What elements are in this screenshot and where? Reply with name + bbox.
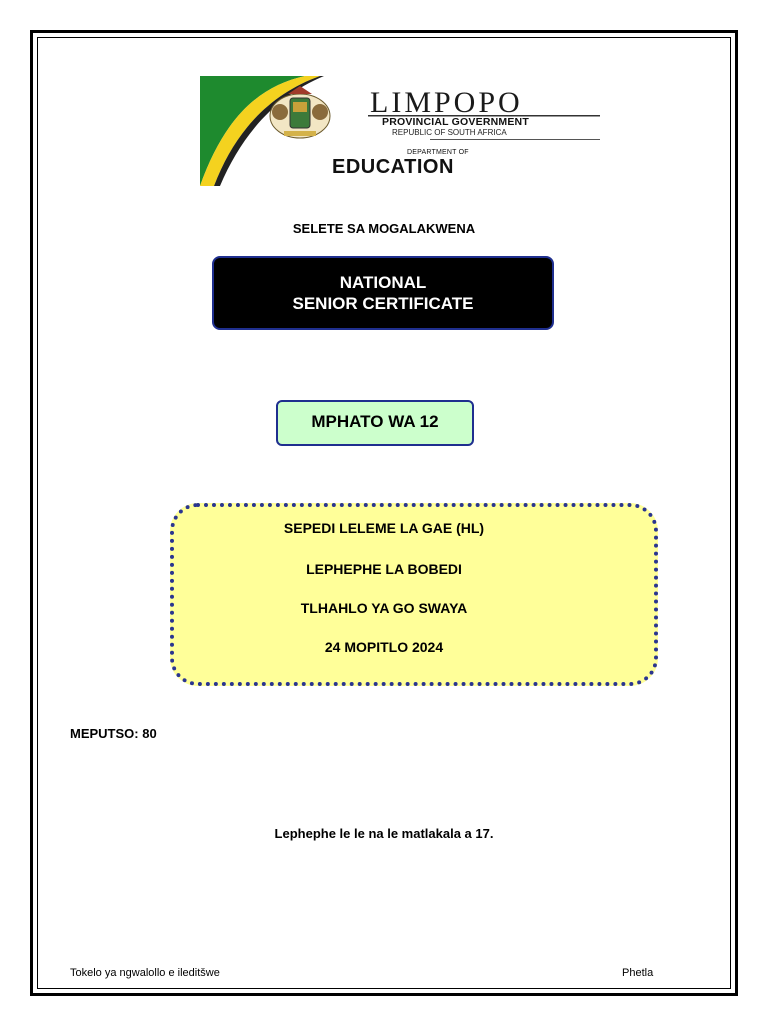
logo-subtitle-government: PROVINCIAL GOVERNMENT [382, 116, 529, 128]
subject-document-type: TLHAHLO YA GO SWAYA [300, 600, 468, 616]
logo-subtitle-republic: REPUBLIC OF SOUTH AFRICA [392, 128, 507, 137]
logo-department-of: DEPARTMENT OF [407, 149, 469, 156]
certificate-banner [212, 256, 554, 330]
footer-copyright: Tokelo ya ngwalollo e ileditšwe [70, 967, 220, 979]
logo-department-name: EDUCATION [332, 156, 454, 178]
grade-badge: MPHATO WA 12 [276, 400, 474, 446]
subject-paper: LEPHEPHE LA BOBEDI [306, 561, 462, 577]
certificate-line-2: SENIOR CERTIFICATE [292, 294, 474, 313]
certificate-line-1: NATIONAL [339, 273, 427, 292]
pages-note: Lephephe le le na le matlakala a 17. [274, 826, 494, 841]
limpopo-education-logo [200, 76, 600, 186]
logo-title: LIMPOPO [370, 86, 523, 119]
subject-language: SEPEDI LELEME LA GAE (HL) [283, 520, 485, 536]
footer-turn-over: Phetla [622, 967, 654, 979]
district-name: SELETE SA MOGALAKWENA [292, 221, 476, 236]
total-marks: MEPUTSO: 80 [70, 726, 157, 741]
subject-date: 24 MOPITLO 2024 [324, 639, 444, 655]
